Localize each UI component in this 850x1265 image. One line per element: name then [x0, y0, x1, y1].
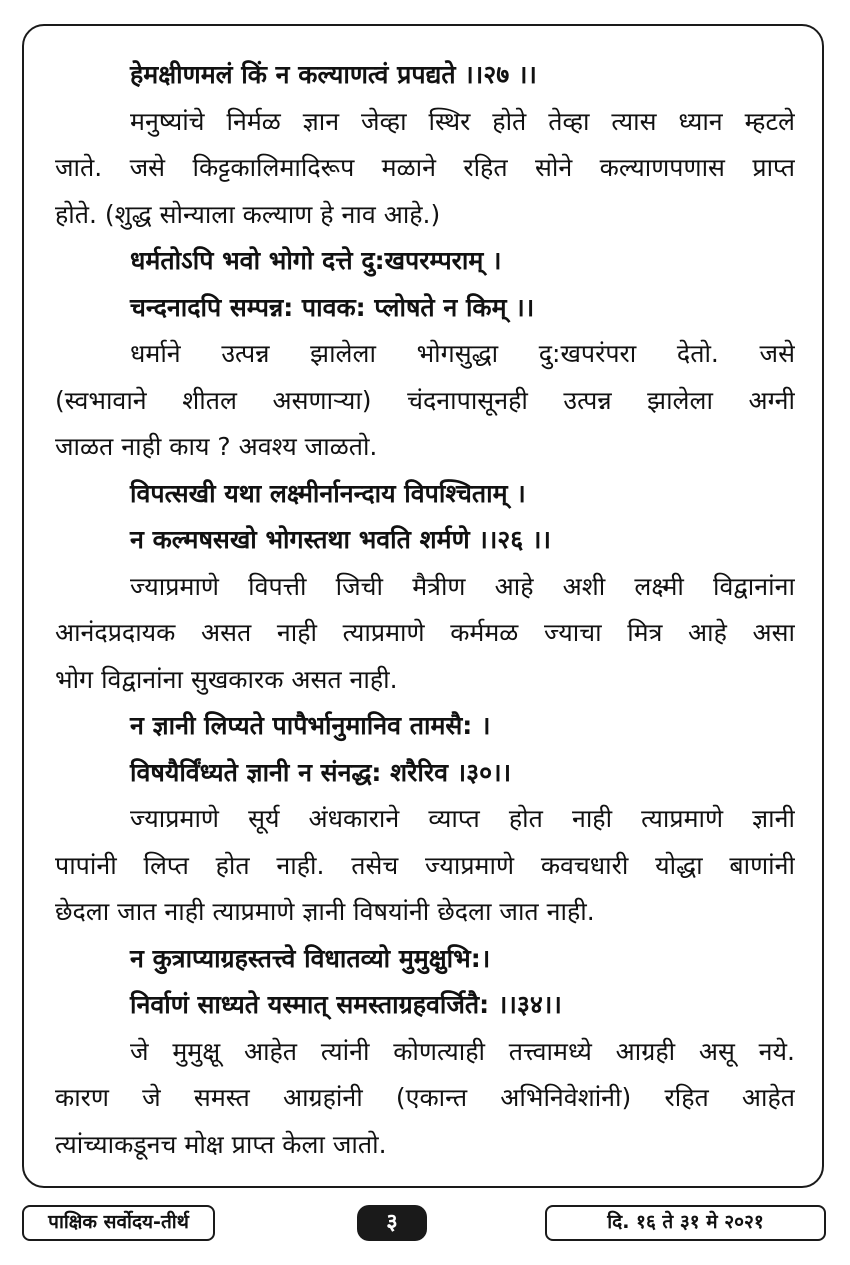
text-line: छेदला जात नाही त्याप्रमाणे ज्ञानी विषयांनी छेदला जात नाही. [55, 897, 595, 926]
verse-line: विपत्सखी यथा लक्ष्मीर्नानन्दाय विपश्चिताम् । [130, 478, 526, 508]
text-line: होते. (शुद्ध सोन्याला कल्याण हे नाव आहे.) [55, 199, 441, 229]
text-line: धर्माने उत्पन्न झालेला भोगसुद्धा दु:खपरंपरा देतो. जसे [130, 339, 795, 368]
text-line: मनुष्यांचे निर्मळ ज्ञान जेव्हा स्थिर होते तेव्हा त्यास ध्यान म्हटले [130, 106, 795, 136]
verse-line: निर्वाणं साध्यते यस्मात् समस्ताग्रहवर्जितै: ।।३४।। [130, 990, 562, 1019]
verse-line: धर्मतोऽपि भवो भोगो दत्ते दु:खपरम्पराम् । [130, 246, 502, 275]
issue-date: दि. १६ ते ३१ मे २०२१ [545, 1205, 826, 1241]
verse-line: न कुत्राप्याग्रहस्तत्त्वे विधातव्यो मुमुक्षुभि:। [130, 943, 491, 973]
text-line: ज्याप्रमाणे सूर्य अंधकाराने व्याप्त होत नाही त्याप्रमाणे ज्ञानी [130, 804, 795, 833]
text-line: आनंदप्रदायक असत नाही त्याप्रमाणे कर्ममळ ज्याचा मित्र आहे असा [55, 618, 795, 647]
verse-line: चन्दनादपि सम्पन्न: पावक: प्लोषते न किम् ।। [130, 292, 535, 322]
text-line: (स्वभावाने शीतल असणाऱ्या) चंदनापासूनही उत्पन्न झालेला अग्नी [55, 385, 795, 415]
text-line: जाते. जसे किट्टकालिमादिरूप मळाने रहित सोने कल्याणपणास प्राप्त [55, 153, 795, 182]
verse-line: न कल्मषसखो भोगस्तथा भवति शर्मणे ।।२६ ।। [130, 525, 551, 554]
text-line: भोग विद्वानांना सुखकारक असत नाही. [55, 664, 398, 694]
page-number: ३ [357, 1205, 427, 1241]
text-line: जाळत नाही काय ? अवश्य जाळतो. [55, 432, 378, 461]
text-line: पापांनी लिप्त होत नाही. तसेच ज्याप्रमाणे कवचधारी योद्धा बाणांनी [55, 850, 795, 880]
verse-line: हेमक्षीणमलं किं न कल्याणत्वं प्रपद्यते ।।२७ ।। [130, 60, 537, 89]
text-line: जे मुमुक्षू आहेत त्यांनी कोणत्याही तत्त्वामध्ये आग्रही असू नये. [130, 1036, 795, 1066]
verse-line: विषयैर्विंध्यते ज्ञानी न संनद्ध: शरैरिव ।३०।। [130, 757, 512, 787]
publication-name: पाक्षिक सर्वोदय-तीर्थ [22, 1205, 215, 1241]
text-line: त्यांच्याकडूनच मोक्ष प्राप्त केला जातो. [55, 1129, 387, 1159]
verse-line: न ज्ञानी लिप्यते पापैर्भानुमानिव तामसै: । [130, 711, 491, 740]
page-body [55, 52, 795, 1168]
text-line: ज्याप्रमाणे विपत्ती जिची मैत्रीण आहे अशी लक्ष्मी विद्वानांना [130, 571, 795, 601]
text-line: कारण जे समस्त आग्रहांनी (एकान्त अभिनिवेशांनी) रहित आहेत [55, 1083, 795, 1112]
